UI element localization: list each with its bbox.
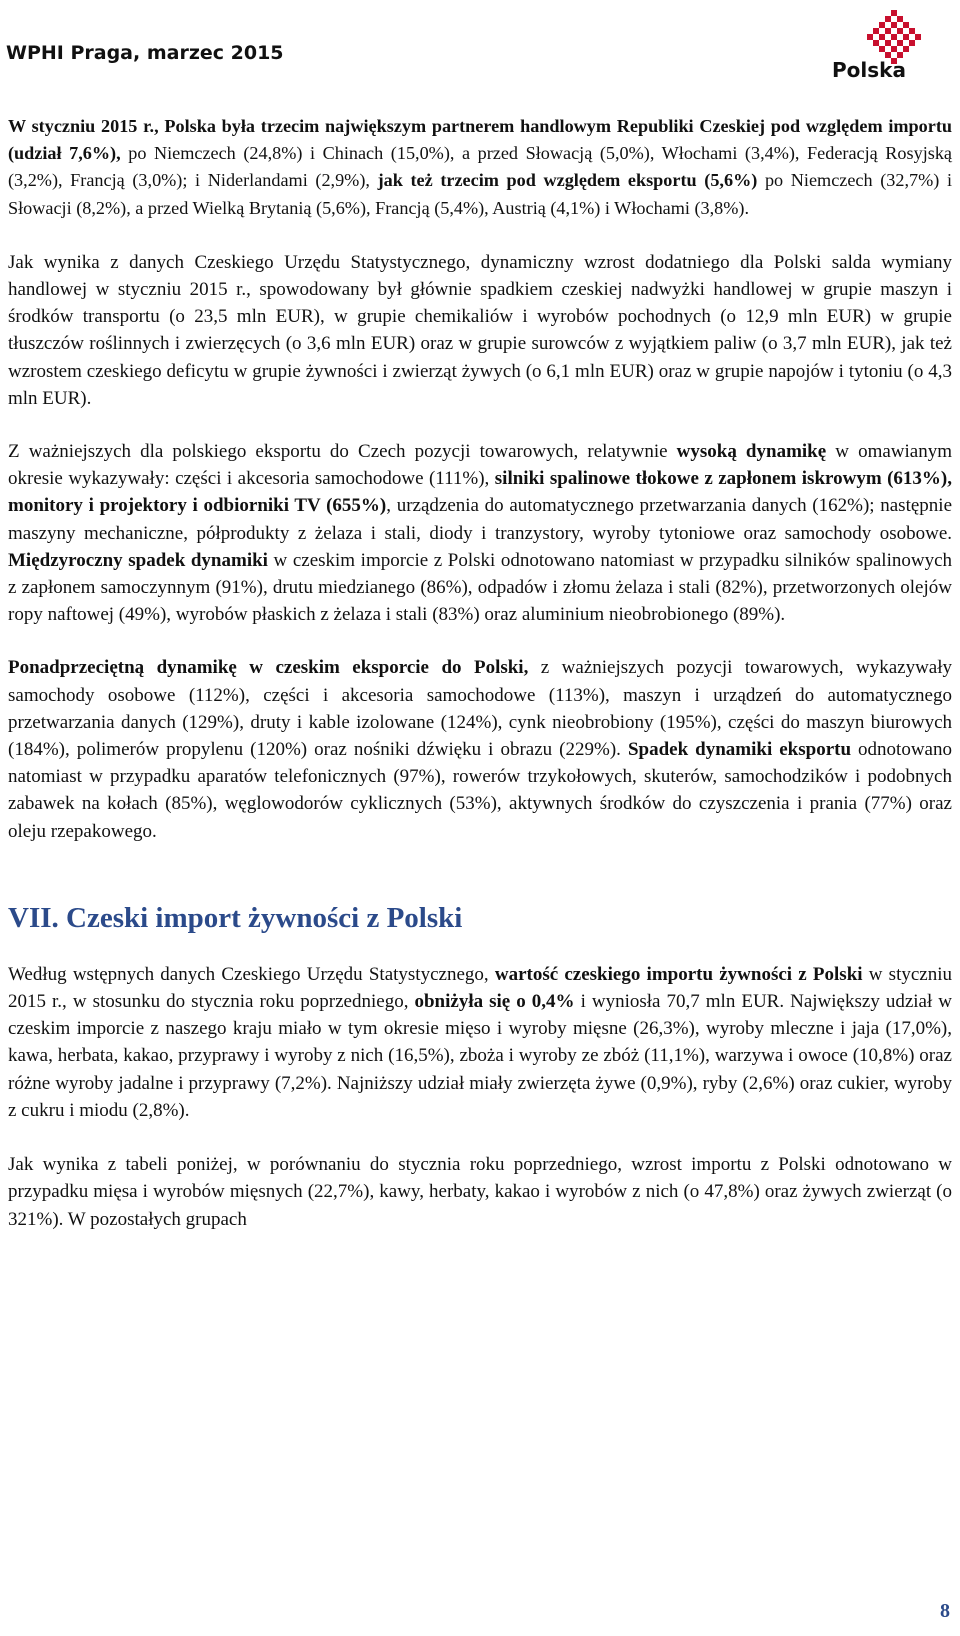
polska-logo (818, 8, 960, 88)
body-text: Jak wynika z tabeli poniżej, w porównaniu do stycznia roku poprzedniego, wzrost importu z Polski odnotowano w przypadku mięsa i wyrobów mięsnych (22,7%), kawy, herbaty, kakao i wyrobów z nich (o 47,8%) oraz żywych zwierząt (o 321%). W pozostałych grupach (8, 1154, 952, 1230)
paragraph-trade-balance (8, 249, 952, 412)
body-text: po Niemczech (24,8%) i Chinach (15,0%), a przed Słowacją (5,0%), Włochami (3,4%), Federacją Rosyjską (3,2%), Francją (3,0%); i Niderlandami (2,9%), (8, 143, 952, 191)
bold-text: , Polska była trzecim największym partnerem handlowym Republiki Czeskiej pod względem importu (udział 7,6%), (8, 116, 952, 164)
body-text: po Niemczech (32,7%) i Słowacji (8,2%), a przed Wielką Brytanią (5,6%), Francją (5,4%), Austrią (4,1%) i Włochami (3,8%). (8, 170, 953, 218)
bold-text: wartość czeskiego importu żywności z Polski (494, 963, 863, 985)
paragraph-food-import (8, 961, 952, 1124)
paragraph-czech-export (8, 654, 952, 844)
body-text: w styczniu 2015 r., w stosunku do stycznia roku poprzedniego, (8, 963, 952, 1013)
body-text: odnotowano natomiast w przypadku aparatów telefonicznych (97%), rowerów trzykołowych, skuterów, samochodzików i podobnych zabawek na kołach (85%), węglowodorów cyklicznych (53%), aktywnych środków do czyszczenia i prania (77%) oraz oleju rzepakowego. (8, 739, 952, 842)
logo-text: Polska (832, 58, 906, 82)
body-text: w omawianym okresie wykazywały: części i akcesoria samochodowe (111%), (8, 441, 953, 490)
paragraph-polish-export (8, 438, 952, 628)
bold-text: Międzyroczny spadek dynamiki (8, 549, 268, 571)
body-text: , urządzenia do automatycznego przetwarzania danych (162%); następnie maszyny mechaniczne, półprodukty z żelaza i stali, diody i tranzystory, wyroby tytoniowe oraz samochody osobowe. (8, 495, 953, 544)
body-text: Według wstępnych danych Czeskiego Urzędu Statystycznego, (8, 963, 495, 985)
body-text: , spowodowany był głównie spadkiem czeskiej nadwyżki handlowej w grupie maszyn i środków transportu (o 23,5 mln EUR), w grupie chemikaliów i wyrobów pochodnych (o 12,9 mln EUR) w grupie tłuszczów roślinnych i zwierzęcych (o 3,6 mln EUR) oraz w grupie surowców z wyjątkiem paliw (o 3,7 mln EUR), jak też wzrostem czeskiego deficytu w grupie żywności i zwierząt żywych (o 6,1 mln EUR) oraz w grupie napojów i tytoniu (o 4,3 mln EUR). (8, 279, 953, 409)
bold-text: obniżyła się o 0,4% (414, 991, 575, 1013)
body-text: i wyniosła 70,7 mln EUR. Największy udział w czeskim imporcie z naszego kraju miało w tym okresie mięso i wyroby mięsne (26,3%), wyroby mleczne i jaja (17,0%), kawa, herbata, kakao, przyprawy i wyroby z nich (16,5%), zboża i wyroby ze zbóż (11,1%), warzywa i owoce (10,8%) oraz różne wyroby jadalne i przyprawy (7,2%). Najniższy udział miały zwierzęta żywe (0,9%), ryby (2,6%) oraz cukier, wyroby z cukru i miodu (2,8%). (8, 991, 953, 1121)
paragraph-import-growth (8, 1151, 952, 1233)
bold-text: jak też trzecim pod względem eksportu (5,6%) (377, 170, 758, 191)
body-text: Z ważniejszych dla polskiego eksportu do Czech pozycji towarowych, relatywnie (8, 441, 677, 463)
page-number: 8 (940, 1600, 950, 1622)
bold-text: silniki spalinowe tłokowe z zapłonem iskrowym (613%), monitory i projektory i odbiorniki TV (655%) (8, 468, 953, 517)
header-title: WPHI Praga, marzec 2015 (6, 42, 284, 64)
body-text: z ważniejszych pozycji towarowych, wykazywały samochody osobowe (112%), części i akcesoria samochodowe (113%), maszyn i urządzeń do automatycznego przetwarzania danych (129%), druty i kable izolowane (124%), cynk nieobrobiony (195%), części do maszyn biurowych (184%), polimerów propylenu (120%) oraz nośniki dźwięku i obrazu (229%). (8, 657, 952, 761)
bold-text: Spadek dynamiki eksportu (627, 739, 852, 761)
body-text: w czeskim imporcie z Polski odnotowano natomiast w przypadku silników spalinowych z zapłonem samoczynnym (91%), drutu miedzianego (86%), odpadów i złomu żelaza i stali (82%), przetworzonych olejów ropy naftowej (49%), wyrobów płaskich z żelaza i stali (83%) oraz aluminium nieobrobionego (89%). (8, 549, 953, 626)
page-header (0, 0, 960, 100)
section-heading: VII. Czeski import żywności z Polski (8, 901, 463, 934)
bold-text: wysoką dynamikę (676, 441, 827, 463)
body-text: Jak wynika z danych Czeskiego Urzędu Statystycznego, dynamiczny wzrost dodatniego dla Polski salda wymiany handlowej w styczniu 2015 r. (8, 251, 952, 301)
document-body (8, 113, 952, 1233)
paragraph-trade-partners (8, 113, 952, 222)
bold-text: Ponadprzeciętną dynamikę w czeskim eksporcie do Polski, (8, 657, 529, 679)
bold-text: W styczniu 2015 r. (8, 116, 155, 136)
